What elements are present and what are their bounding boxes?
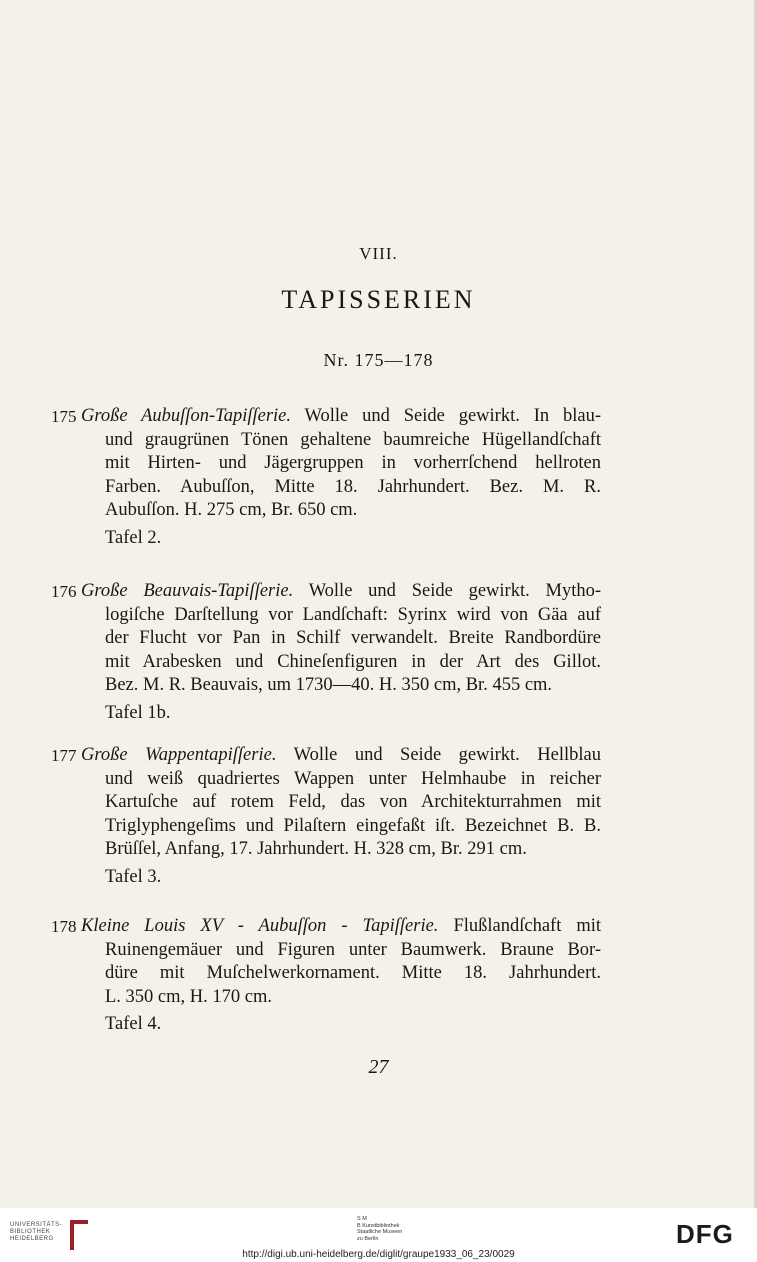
entry-number: 175 <box>51 407 77 426</box>
entry-text: mit Hirten- und Jägergruppen in vorherrſchend hellroten <box>105 453 601 473</box>
entry-text: Brüſſel, Anfang, 17. Jahrhundert. H. 328 cm, Br. 291 cm. <box>105 839 527 859</box>
entry-title: Kleine Louis XV - Aubuſſon - Tapiſſerie. <box>81 916 439 936</box>
entry-text: Triglyphengeſims und Pilaſtern eingefaßt iſt. Bezeichnet B. B. <box>105 815 601 836</box>
logo-text-line: zu Berlin <box>357 1235 379 1242</box>
entry-title: Große Wappentapiſſerie. <box>81 745 277 765</box>
section-title: TAPISSERIEN <box>281 285 476 314</box>
page-number: 27 <box>368 1056 389 1078</box>
entry-first-line <box>81 405 601 429</box>
entry-first-line <box>81 580 601 604</box>
source-url-link[interactable]: http://digi.ub.uni-heidelberg.de/diglit/graupe1933_06_23/0029 <box>242 1249 515 1260</box>
entry-number: 177 <box>51 746 77 765</box>
logo-text-line: Staatliche Museen <box>357 1229 403 1235</box>
catalog-entry-176 <box>51 580 601 725</box>
entry-number: 178 <box>51 917 77 936</box>
entry-text: Farben. Aubuſſon, Mitte 18. Jahrhundert. Bez. M. R. <box>105 476 601 497</box>
entry-text: Wolle und Seide gewirkt. In blau- <box>304 406 601 426</box>
plate-reference: Tafel 4. <box>105 1014 162 1034</box>
entry-text: und weiß quadriertes Wappen unter Helmhaube in reicher <box>105 768 601 789</box>
entry-text: der Flucht vor Pan in Schilf verwandelt. Breite Randbordüre <box>105 628 601 648</box>
show-through-text <box>55 110 59 127</box>
digitization-footer <box>0 1208 757 1262</box>
plate-reference: Tafel 3. <box>105 866 162 887</box>
plate-reference: Tafel 1b. <box>105 702 171 723</box>
logo-text-line: HEIDELBERG <box>10 1236 54 1242</box>
entry-text: Wolle und Seide gewirkt. Hellblau <box>293 745 601 765</box>
entry-text: logiſche Darſtellung vor Landſchaft: Syrinx wird von Gäa auf <box>105 604 601 625</box>
catalog-entry-175 <box>51 405 601 550</box>
catalog-entry-178 <box>51 915 602 1037</box>
logo-text-line: UNIVERSITÄTS- <box>10 1222 63 1228</box>
entry-title: Große Aubuſſon-Tapiſſerie. <box>81 406 292 426</box>
logo-text-line: B Kunstbibliothek <box>357 1222 400 1229</box>
entry-text: Flußlandſchaft mit <box>453 916 602 936</box>
entry-text: Aubuſſon. H. 275 cm, Br. 650 cm. <box>105 500 358 520</box>
entry-title: Große Beauvais-Tapiſſerie. <box>81 581 294 601</box>
entry-text: Wolle und Seide gewirkt. Mytho- <box>308 581 601 601</box>
entry-number: 176 <box>51 582 77 601</box>
section-number: VIII. <box>359 244 398 263</box>
entry-text: mit Arabesken und Chineſenfiguren in der Art des Gillot. <box>105 651 601 672</box>
entry-text: Kartuſche auf rotem Feld, das von Architekturrahmen mit <box>105 792 601 812</box>
university-mark-icon <box>70 1220 88 1250</box>
catalog-entry-177 <box>51 744 601 889</box>
number-range: Nr. 175—178 <box>323 350 434 370</box>
entry-text: und graugrünen Tönen gehaltene baumreiche Hügellandſchaft <box>105 429 601 450</box>
logo-text-line: BIBLIOTHEK <box>10 1229 51 1235</box>
dfg-logo: DFG <box>676 1219 734 1249</box>
smb-logo <box>357 1216 402 1242</box>
entry-text: Bez. M. R. Beauvais, um 1730—40. H. 350 cm, Br. 455 cm. <box>105 675 553 695</box>
logo-text-line: S M <box>357 1216 367 1222</box>
entry-text: Ruinengemäuer und Figuren unter Baumwerk. Braune Bor- <box>105 939 601 960</box>
entry-first-line <box>81 915 601 939</box>
entry-text: L. 350 cm, H. 170 cm. <box>105 986 272 1007</box>
entry-first-line <box>81 744 601 768</box>
entry-text: düre mit Muſchelwerkornament. Mitte 18. Jahrhundert. <box>105 963 601 983</box>
plate-reference: Tafel 2. <box>105 527 162 548</box>
